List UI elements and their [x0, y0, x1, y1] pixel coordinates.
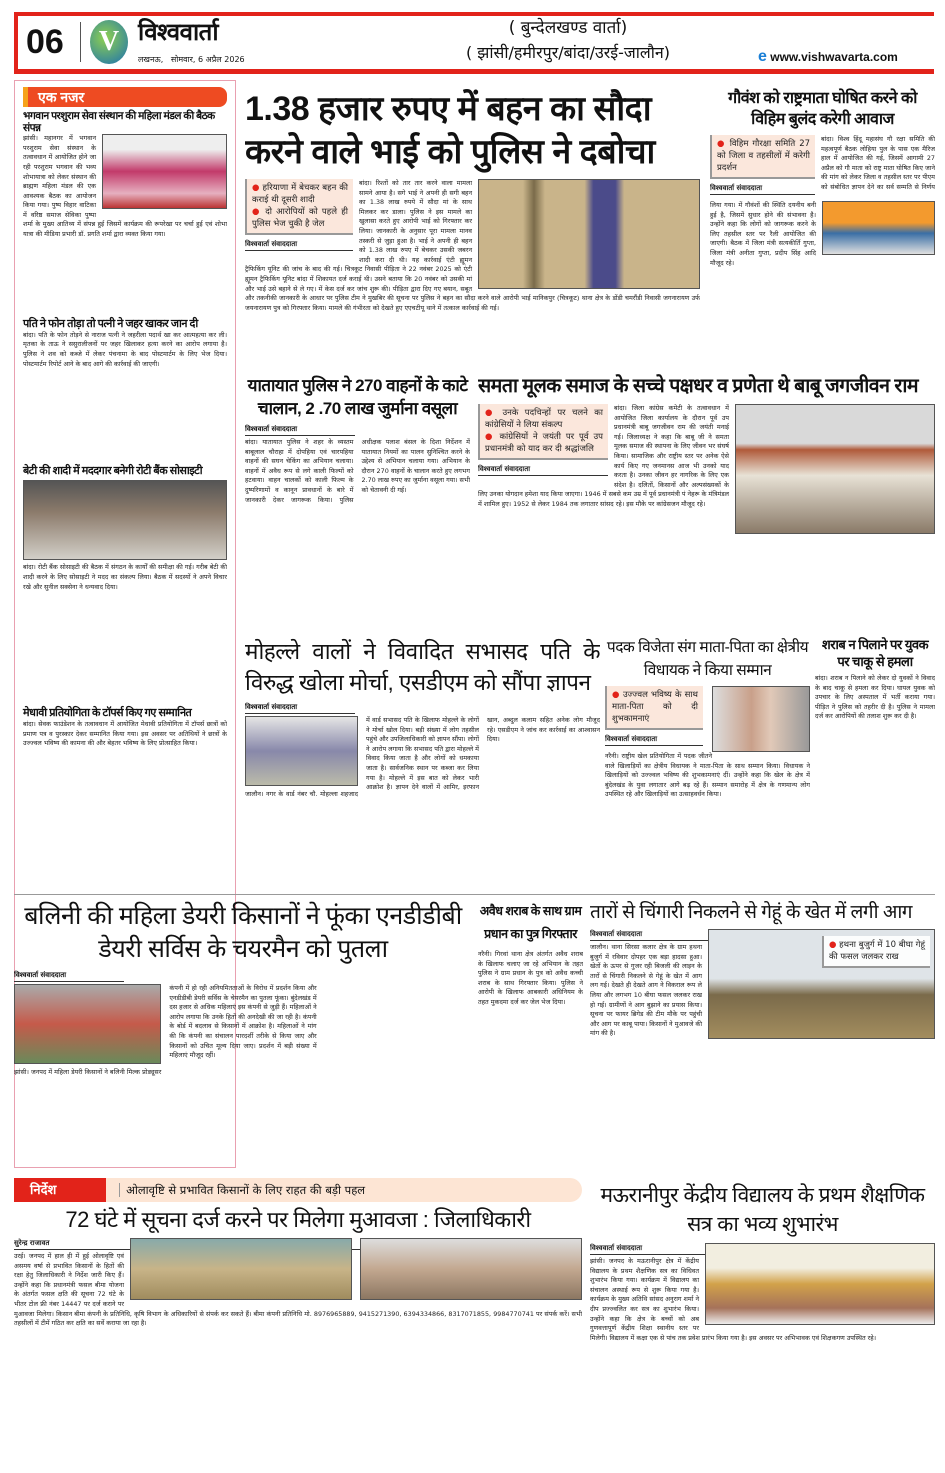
lead-photo: [478, 179, 700, 289]
traffic-body: बांदा। यातायात पुलिस ने शहर के व्यस्तम बाबूलाल चौराहा में दोपहिया एवं चारपहिया वाहनों की सघन चेकिंग का अभियान चलाया। वाहनों में अवैध रूप से लगे काली फिल्मों को हटवाया। वाहन चालकों को काली फिल्म के दुष्परिणामों व कानून प्रावधानों के बारे में जानकारी देकर जागरूक किया। पुलिस अधीक्षक पलाश बंसल के दिशा निर्देशन में यातायात नियमों का पालन सुनिश्चित करने के उद्देश्य से अभियान चलाया गया। अभियान के दौरान 270 वाहनों के चालान करते हुए लगभग 2.70 लाख रुपए का जुर्माना वसूला गया। सभी को चेतावनी दी गई।: [245, 438, 470, 504]
edition-title: ( बुन्देलखण्ड वार्ता): [508, 18, 628, 38]
jagjivan-body: बांदा। जिला कांग्रेस कमेटी के तत्वावधान में आयोजित जिला कार्यालय के दौरान पूर्व उप प्रधानमंत्री बाबू जगजीवन राम की जयंती मनाई गई। जिलाध्यक्ष ने कहा कि बाबू जी ने समता मूलक समाज की स्थापना के लिए जीवन भर संघर्ष किया। सामाजिक और राष्ट्रीय स्तर पर अनेक ऐसे कार्य किए गए जनमानस आज भी उनको याद करता है। उनका जीवन हर नागरिक के लिए एक संदेश है। दलितों, किसानों और अल्पसंख्यकों के लिए उनका योगदान हमेशा याद किया जाएगा। 1946 में सबसे कम उम्र में पूर्व प्रधानमंत्री पं नेहरू के मंत्रिमंडल में शामिल हुए। 1952 से लेकर 1984 तक लगातार सांसद रहे। इस मौके पर कांग्रेसजन मौजूद रहे।: [478, 404, 729, 508]
brief-title: बेटी की शादी में मददगार बनेगी रोटी बैंक सोसाइटी: [23, 464, 203, 477]
kv-body: झांसी। जनपद के मऊरानीपुर क्षेत्र में केंद्रीय विद्यालय के प्रथम शैक्षणिक सत्र का विधिवत शुभारंभ किया गया। कार्यक्रम में विद्यालय का संचालन अस्थाई रूप से शुरू किया गया है। कार्यक्रम के मुख्य अतिथि सांसद अनुराग शर्मा ने दीप प्रज्ज्वलित कर सत्र का शुभारंभ किया। उन्होंने कहा कि क्षेत्र के बच्चों को अब गुणवत्तापूर्ण केंद्रीय शिक्षा स्थानीय स्तर पर मिलेगी। विद्यालय में कक्षा एक से पांच तक प्रवेश प्रारंभ किया गया है। इस अवसर पर अभिभावक एवं शिक्षकगण उपस्थित रहे।: [590, 1257, 877, 1342]
byline: विश्ववार्ता संवाददाता: [710, 183, 815, 195]
brief-body-wrap: [23, 134, 227, 314]
lead-article: [245, 88, 700, 370]
highlight-item: ● उनके पदचिन्हों पर चलने का कांग्रेसियों ने लिया संकल्प: [485, 407, 603, 431]
gauvansh-body: बांदा। विश्व हिंदू महासंघ गौ रक्षा समिति की महत्वपूर्ण बैठक लोहिया पुल के पास एक मैरिज हाल में आयोजित की गई, जिसमें आगामी 27 अप्रैल को गौ माता को राष्ट्र माता घोषित किए जाने की मांग को लेकर जिला व तहसील स्तर पर पीएम को संबोधित ज्ञापन देने का सर्व सम्मति से निर्णय लिया गया। में गौवंशों की स्थिति दयनीय बनी हुई है, जिसमें सुधार होने की संभावना है। उन्होंने कहा कि लोगों को जागरूक करने के लिए तहसील स्तर पर रैली आयोजित की जाएगी। बैठक में जिला मंत्री सत्यकीर्ति गुप्ता, जिला मंत्री अनीता गुप्ता, प्रदीप सिंह आदि मौजूद रहे।: [710, 135, 935, 267]
kv-headline: मऊरानीपुर केंद्रीय विद्यालय के प्रथम शैक्षणिक सत्र का भव्य शुभारंभ: [600, 1184, 925, 1236]
mohalla-headline: मोहल्ले वालों ने विवादित सभासद पति के विरुद्ध खोला मोर्चा, एसडीएम को सौंपा ज्ञापन: [245, 639, 600, 695]
lead-body: बांदा। रिश्तों को तार तार करने वाला मामला सामने आया है। सगे भाई ने अपनी ही सगी बहन का 1.38 लाख रुपये में सौदा मां के साथ मिलकर कर डाला। पुलिस ने इस मामले का खुलासा करते हुए आरोपी भाई को गिरफ्तार कर लिया। जानकारी के अनुसार पूरा मामला मानव तस्करी से जुड़ा हुआ है। भाई ने अपनी ही बहन को 1.38 लाख रुपए में बेचकर उसकी जबरन शादी करा दी थी। यह कार्रवाई एंटी ह्यूमन ट्रैफिकिंग यूनिट की जांच के बाद की गई। चित्रकूट निवासी पीड़िता ने 22 नवंबर 2025 को एंटी ह्यूमन ट्रैफिकिंग यूनिट बांदा में शिकायत दर्ज कराई थी। उसने बताया कि 20 नवंबर को उसकी मां और भाई उसे बहाने से ले गए। में केस दर्ज कर जांच शुरू की। पीड़िता द्वारा दिए गए बयान, सबूत और तकनीकी जानकारी के आधार पर पुलिस टीम ने मुखबिर की सूचना पर पुलिस ने बहन का सौदा करने वाले आरोपी भाई मानिकपुर (चित्रकूट) थाना क्षेत्र के डोंडी चमरौंडी निवासी जगनारायण उर्फ जयनारायण पुत्र को गिरफ्तार किया। मामले की गंभीरता को देखते हुए एएचटीयू थाने में तत्काल कार्रवाई की गई।: [245, 179, 700, 312]
sharab-body: बांदा। शराब न पिलाने को लेकर दो युवकों ने विवाद के बाद चाकू से हमला कर दिया। घायल युवक को उपचार के लिए अस्पताल में भर्ती कराया गया। पीड़ित ने पुलिस को तहरीर दी है। पुलिस ने मामला दर्ज कर आरोपियों की तलाश शुरू कर दी है।: [815, 674, 935, 721]
nirdesh-headline: 72 घंटे में सूचना दर्ज करने पर मिलेगा मुआवजा : जिलाधिकारी: [65, 1207, 531, 1232]
highlight-item: ● हथना बुजुर्ग में 10 बीघा गेहूं की फसल जलकर राख: [829, 939, 925, 963]
highlight-item: ● विहिम गौरक्षा समिति 27 को जिला व तहसीलों में करेगी प्रदर्शन: [717, 138, 810, 174]
highlight-item: ● हरियाणा में बेचकर बहन की कराई थी दूसरी शादी: [252, 182, 348, 206]
byline: विश्ववार्ता संवाददाता: [245, 702, 355, 714]
kv-photo: [705, 1243, 935, 1325]
kv-article: [590, 1178, 935, 1468]
divider: [80, 22, 81, 62]
medal-photo: [712, 686, 810, 752]
districts: ( झांसी/हमीरपुर/बांदा/उरई-जालौन): [465, 43, 671, 62]
gauvansh-photo: [822, 201, 935, 255]
sharab-headline: शराब न पिलाने पर युवक पर चाकू से हमला: [821, 637, 929, 669]
gauvansh-highlights: [710, 135, 815, 179]
medal-body: नरैनी। राष्ट्रीय खेल प्रतियोगिता में पदक जीतने वाले खिलाड़ियों का क्षेत्रीय विधायक ने माता-पिता के साथ सम्मान किया। विधायक ने खिलाड़ियों को उज्ज्वल भविष्य की शुभकामनाएं दीं। उन्होंने कहा कि खेल के क्षेत्र में बुंदेलखंड के युवा लगातार आगे बढ़ रहे हैं। सम्मान समारोह में क्षेत्र के गणमान्य लोग उपस्थित रहे और खिलाड़ियों का उत्साहवर्धन किया।: [605, 752, 810, 799]
gauvansh-article: [710, 88, 935, 370]
medal-article: [605, 636, 810, 890]
gauvansh-left-block: [710, 135, 815, 197]
ek-nazar-label: एक नजर: [23, 87, 227, 107]
byline: विश्ववार्ता संवाददाता: [245, 424, 355, 436]
nirdesh-article: [14, 1178, 582, 1468]
dateline: लखनऊ, सोमवार, 6 अप्रैल 2026: [138, 55, 245, 64]
balini-headline: बलिनी की महिला डेयरी किसानों ने फूंका एनडीडीबी डेयरी सर्विस के चयरमैन को पुतला: [24, 902, 462, 963]
lead-highlights: [245, 179, 353, 235]
nirdesh-photo: [360, 1238, 582, 1300]
medal-left-block: [605, 686, 703, 748]
aag-body: जालौन। थाना सिरसा कलार क्षेत्र के ग्राम हथना बुजुर्ग में रविवार दोपहर एक बड़ा हादसा हुआ। खेतों के ऊपर से गुजर रही बिजली की लाइन के तारों से चिंगारी निकलने से गेहूं के खेत में आग लग गई। देखते ही देखते आग ने विकराल रूप ले लिया और लगभग 10 बीघा फसल जलकर राख हो गई। ग्रामीणों ने आग बुझाने का प्रयास किया। सूचना पर फायर ब्रिगेड की टीम मौके पर पहुंची और आग पर काबू पाया। किसानों ने मुआवजे की मांग की है।: [590, 943, 702, 1038]
lead-left-block: [245, 179, 353, 253]
mohalla-article: [245, 636, 600, 890]
avaidh-article: [478, 900, 583, 1172]
brief-title: पति ने फोन तोड़ा तो पत्नी ने जहर खाकर जान दी: [23, 318, 198, 331]
jagjivan-highlights: [478, 404, 608, 460]
sharab-article: [815, 636, 935, 890]
browser-icon: e: [758, 48, 767, 65]
nirdesh-body: उरई। जनपद में हाल ही में हुई ओलावृष्टि एवं असमय वर्षा से प्रभावित किसानों के हितों की रक्षा हेतु जिलाधिकारी ने निर्देश जारी किए हैं। उन्होंने कहा कि प्रधानमंत्री फसल बीमा योजना के अंतर्गत फसल क्षति की सूचना 72 घंटे के भीतर टोल फ्री नंबर 14447 पर दर्ज कराने पर मुआवजा मिलेगा। किसान बीमा कंपनी के प्रतिनिधि, कृषि विभाग के अधिकारियों से संपर्क कर सकते हैं। बीमा कंपनी प्रतिनिधि मो. 8976965889, 9415271390, 6394334866, 8317071855, 9984770741 पर संपर्क करें। सभी तहसीलों में टीमें गठित कर क्षति का सर्वे कराया जा रहा है।: [14, 1252, 582, 1328]
byline: विश्ववार्ता संवाददाता: [14, 970, 124, 982]
byline: विश्ववार्ता संवाददाता: [590, 1243, 935, 1255]
mohalla-body: जालौन। नगर के वार्ड नंबर चौ. मोहल्ला शहजाद में वार्ड सभासद पति के खिलाफ मोहल्ले के लोगों ने मोर्चा खोल दिया। बड़ी संख्या में लोग तहसील पहुंचे और उपजिलाधिकारी को ज्ञापन सौंपा। लोगों ने आरोप लगाया कि सभासद पति द्वारा मोहल्ले में विवाद किया जाता है और लोगों को धमकाया जाता है। सार्वजनिक स्थान पर कब्जा कर लिया गया है। मोहल्ले में इस बात को लेकर भारी आक्रोश है। ज्ञापन देने वालों में आमिर, इरफान खान, अब्दुल कलाम सहित अनेक लोग मौजूद रहे। एसडीएम ने जांच कर कार्रवाई का आश्वासन दिया।: [245, 716, 600, 798]
lead-headline: 1.38 हजार रुपए में बहन का सौदा करने वाले भाई को पुलिस ने दबोचा: [245, 90, 655, 171]
brief-body: बांदा। रोटी बैंक सोसाइटी की बैठक में संगठन के कार्यों की समीक्षा की गई। गरीब बेटी की शादी करने के लिए सोसाइटी ने मदद का संकल्प लिया। बैठक में सदस्यों ने अपने विचार रखे और सुनील सक्सेना ने धन्यवाद दिया।: [23, 563, 227, 591]
nirdesh-tag: निर्देश: [14, 1178, 106, 1202]
masthead: [14, 12, 934, 74]
gauvansh-headline: गौवंश को राष्ट्रमाता घोषित करने को विहिम बुलंद करेगी आवाज: [728, 90, 917, 128]
byline: विश्ववार्ता संवाददाता: [245, 239, 353, 251]
avaidh-headline: अवैध शराब के साथ ग्राम प्रधान का पुत्र गिरफ्तार: [479, 904, 582, 941]
traffic-article: [245, 374, 470, 628]
highlight-item: ● दो आरोपियों को पहले ही पुलिस भेज चुकी है जेल: [252, 206, 348, 230]
brief-photo: [102, 134, 227, 209]
traffic-headline: यातायात पुलिस ने 270 वाहनों के काटे चालान, 2 .70 लाख जुर्माना वसूला: [247, 376, 468, 418]
jagjivan-left-block: [478, 404, 608, 478]
mohalla-photo: [245, 716, 358, 786]
aag-highlights: [822, 936, 930, 968]
byline: सुरेन्द्र राजावत: [14, 1238, 582, 1250]
jagjivan-article: [478, 374, 935, 628]
balini-article: [14, 900, 472, 1172]
nirdesh-kicker: ओलावृष्टि से प्रभावित किसानों के लिए राहत की बड़ी पहल: [119, 1183, 365, 1197]
aag-headline: तारों से चिंगारी निकलने से गेहूं के खेत में लगी आग: [590, 902, 912, 923]
page-number: 06: [26, 23, 64, 61]
nirdesh-photo: [130, 1238, 352, 1300]
balini-body: झांसी। जनपद में महिला डेयरी किसानों ने बलिनी मिल्क प्रोड्यूसर कंपनी में हो रही अनियमितताओं के विरोध में प्रदर्शन किया और एनडीडीबी डेयरी सर्विस के चेयरमैन का पुतला फूंका। बुंदेलखंड में दस हजार से अधिक महिलाएं इस कंपनी से जुड़ी हैं। महिलाओं ने आरोप लगाया कि उनके हितों की अनदेखी की जा रही है। कंपनी के बोर्ड में बदलाव से किसानों में आक्रोश है। महिलाओं ने मांग की कि कंपनी का संचालन पारदर्शी तरीके से किया जाए और किसानों को उचित मूल्य दिया जाए। प्रदर्शन में बड़ी संख्या में महिलाएं मौजूद रहीं।: [14, 984, 317, 1076]
paper-name: विश्ववार्ता: [138, 19, 219, 46]
medal-highlights: [605, 686, 703, 730]
brief-body: झांसी। महानगर में भगवान परशुराम सेवा संस्थान के तत्वावधान में आयोजित होने जा रही परशुराम भगवान की भव्य शोभायात्रा को लेकर संस्थान की ब्राह्मण महिला मंडल की एक आवश्यक बैठक का आयोजन किया गया। पुष्प विहार वाटिका में वरिष्ठ समाज सेविका पुष्पा शर्मा के मुख्य आतिथ्य में संपन्न हुई जिसमें कार्यक्रम की रूपरेखा पर चर्चा हुई एवं शोभा यात्रा की मीडिया प्रभारी डॉ. प्रगति शर्मा द्वारा व्यक्त किया गया।: [23, 134, 227, 239]
byline: विश्ववार्ता संवाददाता: [605, 734, 703, 746]
aag-article: [590, 900, 935, 1172]
website-link[interactable]: e www.vishwavarta.com: [758, 48, 898, 65]
brief-title: भगवान परशुराम सेवा संस्थान की महिला मंडल की बैठक संपन्न: [23, 110, 215, 135]
byline: विश्ववार्ता संवाददाता: [590, 929, 935, 941]
nirdesh-photos: [130, 1238, 582, 1300]
nirdesh-banner: [14, 1178, 582, 1202]
logo-icon: V: [90, 20, 128, 64]
divider: [14, 894, 935, 895]
balini-photo: [14, 984, 161, 1064]
avaidh-body: नरैनी। गिरवां थाना क्षेत्र अंतर्गत अवैध शराब के खिलाफ चलाए जा रहे अभियान के तहत पुलिस ने ग्राम प्रधान के पुत्र को अवैध कच्ची शराब के साथ गिरफ्तार किया। पुलिस ने आरोपी के खिलाफ आबकारी अधिनियम के तहत मुकदमा दर्ज कर जेल भेज दिया।: [478, 950, 583, 1006]
brief-title: मेधावी प्रतियोगिता के टॉपर्स किए गए सम्मानित: [23, 707, 192, 720]
byline: विश्ववार्ता संवाददाता: [478, 464, 608, 476]
highlight-item: ● उज्ज्वल भविष्य के साथ माता-पिता को दी शुभकामनाएं: [612, 689, 698, 725]
jagjivan-photo: [735, 404, 935, 534]
brief-body: बांदा। सेवक फाउंडेशन के तत्वावधान में आयोजित मेधावी प्रतियोगिता में टॉपर्स छात्रों को प्रमाण पत्र व पुरस्कार देकर सम्मानित किया गया। इस अवसर पर अतिथियों ने छात्रों के उज्ज्वल भविष्य की कामना की और बेहतर भविष्य के लिए प्रोत्साहित किया।: [23, 720, 227, 748]
brief-photo: [23, 480, 227, 560]
brief-body: बांदा। पति के फोन तोड़ने से नाराज पत्नी ने जहरीला पदार्थ खा कर आत्महत्या कर ली। मृतका के ताऊ ने ससुरालीजनों पर जहर खिलाकर हत्या करने का आरोप लगाया है। पुलिस ने शव को कब्जे में लेकर पंचनामा के बाद पोस्टमार्टम के लिए भेज दिया। पोस्टमार्टम रिपोर्ट आने के बाद आगे की कार्रवाई की जाएगी।: [23, 330, 227, 368]
jagjivan-headline: समता मूलक समाज के सच्चे पक्षधर व प्रणेता थे बाबू जगजीवन राम: [478, 375, 919, 397]
highlight-item: ● कांग्रेसियों ने जयंती पर पूर्व उप प्रधानमंत्री को याद कर दी श्रद्धांजलि: [485, 431, 603, 455]
medal-headline: पदक विजेता संग माता-पिता का क्षेत्रीय विधायक ने किया सम्मान: [606, 639, 809, 679]
aag-photo: [708, 929, 935, 1039]
